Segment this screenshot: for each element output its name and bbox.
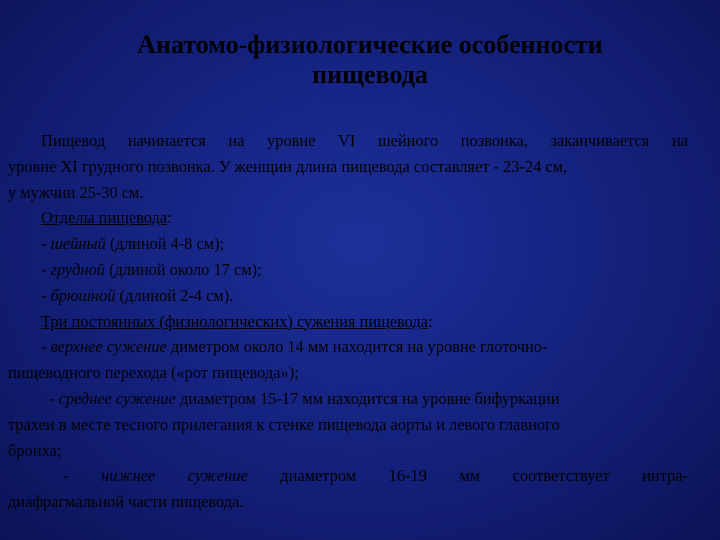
sections-heading (8, 205, 688, 231)
list-dash: - (41, 285, 51, 305)
section-detail: (длиной 4-8 см); (105, 234, 225, 254)
sections-colon: : (167, 208, 172, 228)
sections-label: Отделы пищевода (41, 208, 168, 228)
lower-narrowing-line-1 (8, 463, 688, 489)
section-name: грудной (50, 259, 105, 279)
list-dash: - (63, 466, 101, 486)
section-name: шейный (50, 234, 106, 254)
upper-narrowing-line-1 (8, 334, 688, 360)
upper-narrowing-line-2: пищеводного перехода («рот пищевода»); (8, 363, 299, 383)
list-dash: - (41, 337, 51, 357)
narrowings-colon: : (427, 311, 433, 331)
intro-line-3: у мужчин 25-30 см. (8, 182, 144, 202)
narrowing-detail: диметром около 14 мм находится на уровне глоточно- (166, 337, 548, 357)
middle-narrowing-line-2: трахеи в месте тесного прилегания к стенке пищевода аорты и левого главного (8, 414, 560, 434)
narrowings-label: Три постоянных (физиологических) сужения пищевода (41, 311, 428, 331)
list-item (8, 283, 688, 309)
slide-title (40, 30, 700, 90)
list-item (8, 257, 688, 283)
lower-narrowing-line-2: диафрагмальной части пищевода. (8, 492, 244, 512)
middle-narrowing-line-1 (8, 386, 688, 412)
intro-line-2: уровне XI грудного позвонка. У женщин длина пищевода составляет - 23-24 см, (8, 156, 568, 176)
narrowing-name: среднее сужение (58, 388, 176, 408)
section-detail: (длиной около 17 см); (104, 259, 262, 279)
narrowing-name: нижнее сужение (101, 466, 248, 486)
narrowing-detail: диаметром 16-19 мм соответствует интра- (247, 466, 688, 486)
narrowing-name: верхнее сужение (50, 337, 167, 357)
narrowings-heading (8, 309, 688, 335)
narrowing-detail: диаметром 15-17 мм находится на уровне бифуркации (175, 388, 560, 408)
title-line-2: пищевода (312, 60, 428, 89)
slide-body (8, 128, 688, 515)
list-dash: - (49, 388, 59, 408)
middle-narrowing-line-3: бронха; (8, 440, 62, 460)
list-item (8, 231, 688, 257)
intro-line-1: Пищевод начинается на уровне VI шейного позвонка, заканчивается на (41, 131, 688, 150)
list-dash: - (41, 259, 51, 279)
section-detail: (длиной 2-4 см). (115, 285, 234, 305)
title-line-1: Анатомо-физиологические особенности (137, 30, 603, 59)
list-dash: - (41, 234, 51, 254)
section-name: брюшной (50, 285, 116, 305)
